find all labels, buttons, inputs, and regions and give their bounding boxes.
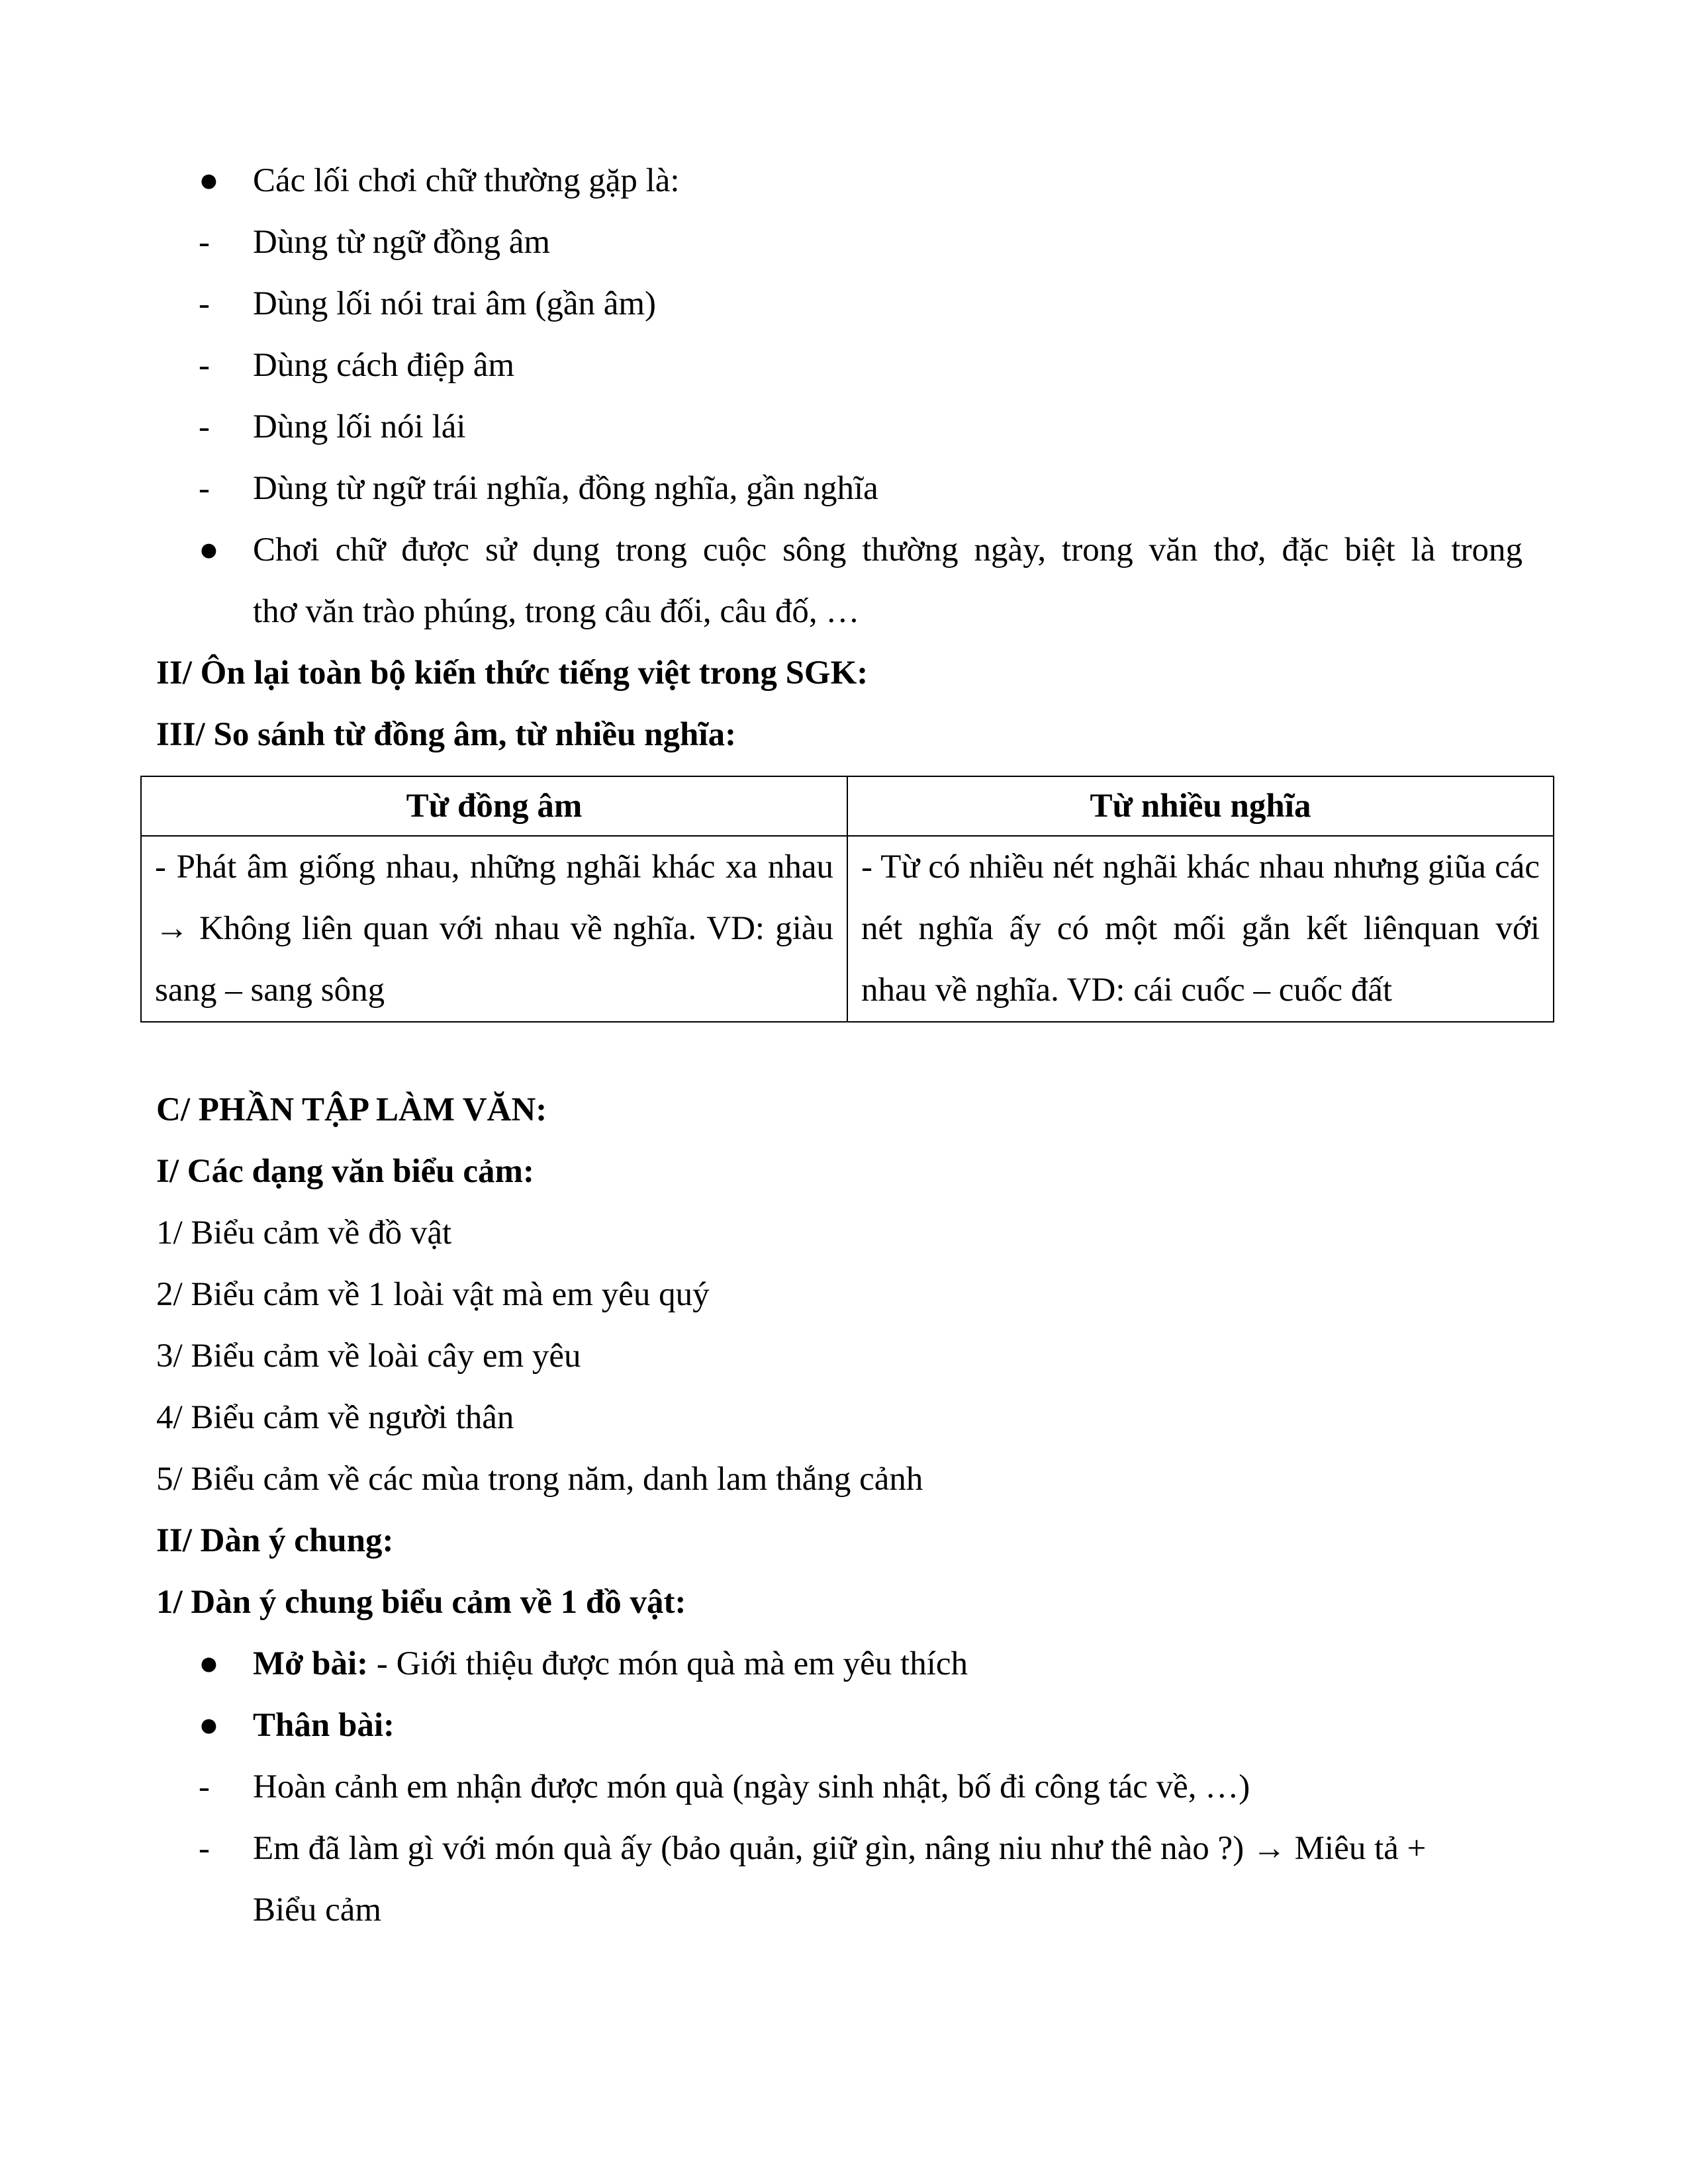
bullet-icon: ● xyxy=(199,1645,219,1682)
polysemy-cell: - Từ có nhiều nét nghãi khác nhau nhưng giũa các nét nghĩa ấy có một mối gắn kết liênquan với nhau về nghĩa. VD: cái cuốc – cuốc đất xyxy=(847,836,1554,1022)
bullet-icon: ● xyxy=(199,1707,219,1744)
table-header-row xyxy=(141,776,1554,836)
comparison-table xyxy=(140,776,1554,1023)
section-heading: II/ Ôn lại toàn bộ kiến thức tiếng việt trong SGK: xyxy=(156,655,868,692)
bullet-icon: ● xyxy=(199,162,219,199)
bullet-icon: ● xyxy=(199,531,219,569)
section-heading: I/ Các dạng văn biểu cảm: xyxy=(156,1153,534,1190)
dash-icon: - xyxy=(199,224,210,261)
list-item: Dùng từ ngữ trái nghĩa, đồng nghĩa, gần nghĩa xyxy=(253,470,878,507)
table-row xyxy=(141,836,1554,1022)
section-heading: III/ So sánh từ đồng âm, từ nhiều nghĩa: xyxy=(156,716,737,753)
table-header: Từ nhiều nghĩa xyxy=(847,776,1554,836)
list-item: 1/ Biểu cảm về đồ vật xyxy=(156,1214,452,1251)
list-item: Hoàn cảnh em nhận được món quà (ngày sinh nhật, bố đi công tác về, …) xyxy=(253,1768,1250,1805)
outline-intro-label: Mở bài: xyxy=(253,1645,369,1682)
dash-icon: - xyxy=(199,1768,210,1805)
outline-intro-text: - Giới thiệu được món quà mà em yêu thích xyxy=(368,1645,968,1682)
homonym-cell: - Phát âm giống nhau, những nghãi khác xa nhau → Không liên quan với nhau về nghĩa. VD: giàu sang – sang sông xyxy=(141,836,847,1022)
dash-icon: - xyxy=(199,470,210,507)
list-item: 3/ Biểu cảm về loài cây em yêu xyxy=(156,1338,581,1375)
list-item: 2/ Biểu cảm về 1 loài vật mà em yêu quý xyxy=(156,1276,710,1313)
dash-icon: - xyxy=(199,1830,210,1867)
list-item: Dùng lối nói trai âm (gần âm) xyxy=(253,285,657,322)
list-item: Dùng cách điệp âm xyxy=(253,347,515,384)
wordplay-intro: Các lối chơi chữ thường gặp là: xyxy=(253,162,680,199)
dash-icon: - xyxy=(199,285,210,322)
outline-title: 1/ Dàn ý chung biểu cảm về 1 đồ vật: xyxy=(156,1584,686,1621)
list-item: Dùng từ ngữ đồng âm xyxy=(253,224,551,261)
wordplay-usage-line2: thơ văn trào phúng, trong câu đối, câu đố, … xyxy=(253,593,860,630)
dash-icon: - xyxy=(199,347,210,384)
list-item-continuation: Biểu cảm xyxy=(253,1891,382,1929)
list-item: Dùng lối nói lái xyxy=(253,408,466,445)
list-item: Em đã làm gì với món quà ấy (bảo quản, giữ gìn, nâng niu như thê nào ?) → Miêu tả + xyxy=(253,1830,1427,1867)
outline-body-label: Thân bài: xyxy=(253,1707,395,1744)
list-item: 5/ Biểu cảm về các mùa trong năm, danh lam thắng cảnh xyxy=(156,1461,923,1498)
outline-intro xyxy=(253,1643,968,1684)
table-header: Từ đồng âm xyxy=(141,776,847,836)
section-heading: II/ Dàn ý chung: xyxy=(156,1522,394,1559)
part-heading: C/ PHẦN TẬP LÀM VĂN: xyxy=(156,1091,547,1128)
wordplay-usage-line1: Chơi chữ được sử dụng trong cuộc sông thường ngày, trong văn thơ, đặc biệt là trong xyxy=(253,531,1523,569)
dash-icon: - xyxy=(199,408,210,445)
list-item: 4/ Biểu cảm về người thân xyxy=(156,1399,514,1436)
